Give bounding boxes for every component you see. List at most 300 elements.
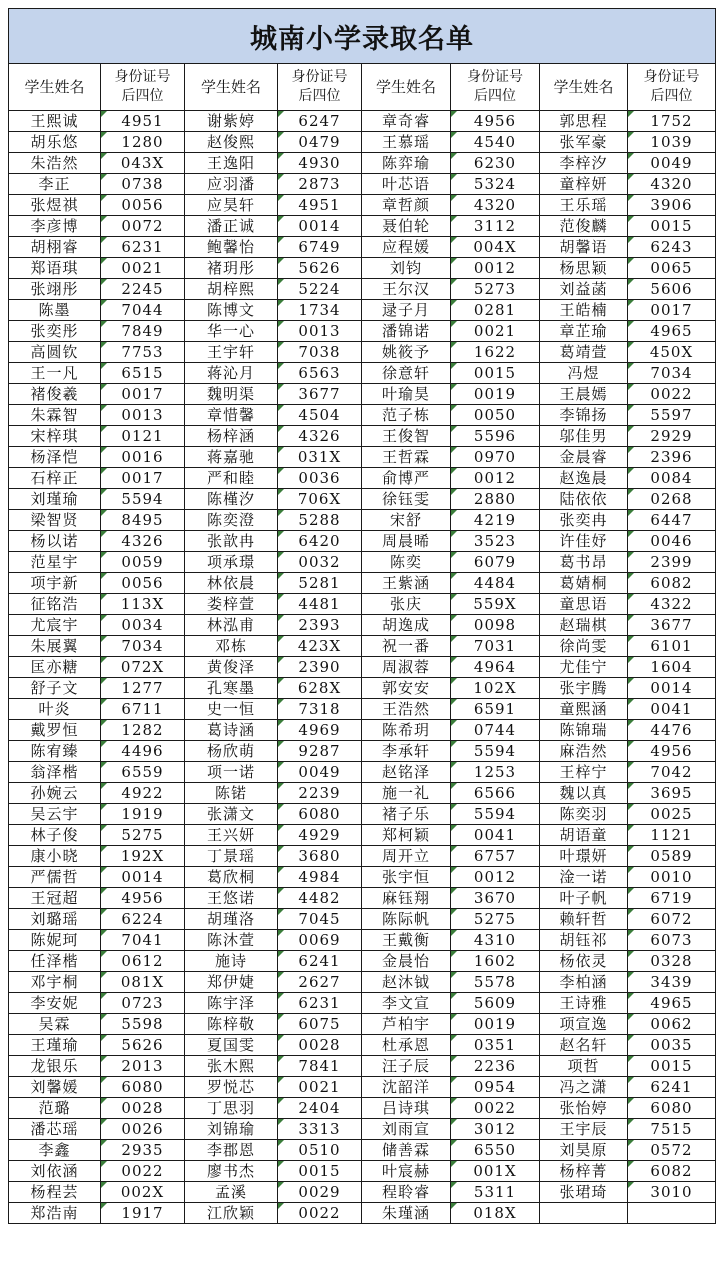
student-name-cell: 项承璟 (185, 552, 278, 573)
student-name-cell: 胡乐悠 (9, 132, 101, 153)
student-name-cell: 李锦扬 (540, 405, 628, 426)
student-name-cell: 李安妮 (9, 993, 101, 1014)
id-last4-cell: 0510 (278, 1140, 362, 1161)
id-last4-cell: 6080 (101, 1077, 185, 1098)
student-name-cell: 项宣逸 (540, 1014, 628, 1035)
student-name-cell: 胡钰祁 (540, 930, 628, 951)
id-last4-cell: 2236 (451, 1056, 540, 1077)
student-name-cell: 罗悦芯 (185, 1077, 278, 1098)
student-name-cell: 刘瑾瑜 (9, 489, 101, 510)
id-last4-cell: 4322 (628, 594, 716, 615)
id-last4-cell: 5281 (278, 573, 362, 594)
id-last4-cell: 0050 (451, 405, 540, 426)
student-name-cell: 康小晓 (9, 846, 101, 867)
id-last4-cell: 6231 (101, 237, 185, 258)
student-name-cell: 葛婧桐 (540, 573, 628, 594)
id-last4-cell: 0065 (628, 258, 716, 279)
id-last4-cell: 0049 (628, 153, 716, 174)
student-name-cell: 王熙诚 (9, 111, 101, 132)
id-last4-cell: 6719 (628, 888, 716, 909)
student-name-cell: 高圆钦 (9, 342, 101, 363)
student-name-cell: 龙银乐 (9, 1056, 101, 1077)
table-row (9, 1140, 716, 1161)
student-name-cell: 童熙涵 (540, 699, 628, 720)
student-name-cell: 朱浩然 (9, 153, 101, 174)
id-last4-cell: 004X (451, 237, 540, 258)
student-name-cell: 丁景瑶 (185, 846, 278, 867)
id-last4-cell: 6082 (628, 573, 716, 594)
id-last4-cell: 7034 (101, 636, 185, 657)
student-name-cell: 郑伊婕 (185, 972, 278, 993)
column-header-id-last4 (628, 64, 716, 111)
id-last4-cell: 0970 (451, 447, 540, 468)
id-last4-cell: 4219 (451, 510, 540, 531)
id-last4-cell: 1919 (101, 804, 185, 825)
student-name-cell: 童思语 (540, 594, 628, 615)
table-row (9, 1182, 716, 1203)
student-name-cell: 张珺琦 (540, 1182, 628, 1203)
table-row (9, 615, 716, 636)
id-last4-cell: 0084 (628, 468, 716, 489)
id-last4-cell: 3012 (451, 1119, 540, 1140)
student-name-cell: 王悠诺 (185, 888, 278, 909)
id-last4-cell: 450X (628, 342, 716, 363)
id-last4-cell: 0036 (278, 468, 362, 489)
id-last4-cell: 4326 (278, 426, 362, 447)
student-name-cell: 王瑾瑜 (9, 1035, 101, 1056)
student-name-cell: 潘正诚 (185, 216, 278, 237)
table-row (9, 909, 716, 930)
student-name-cell: 淦一诺 (540, 867, 628, 888)
column-header-id-last4 (278, 64, 362, 111)
student-name-cell: 王逸阳 (185, 153, 278, 174)
id-last4-cell: 6550 (451, 1140, 540, 1161)
table-row (9, 1119, 716, 1140)
table-row (9, 657, 716, 678)
id-last4-cell: 0015 (628, 1056, 716, 1077)
student-name-cell: 褚子乐 (362, 804, 451, 825)
id-last4-cell: 2239 (278, 783, 362, 804)
id-last4-cell: 0032 (278, 552, 362, 573)
id-last4-cell: 0612 (101, 951, 185, 972)
student-name-cell: 林依晨 (185, 573, 278, 594)
table-row (9, 405, 716, 426)
table-row (9, 237, 716, 258)
id-last4-cell: 1253 (451, 762, 540, 783)
id-last4-cell: 1121 (628, 825, 716, 846)
student-name-cell: 麻钰翔 (362, 888, 451, 909)
student-name-cell: 陈弈瑜 (362, 153, 451, 174)
student-name-cell: 王慕瑶 (362, 132, 451, 153)
id-last4-cell: 2880 (451, 489, 540, 510)
id-last4-cell: 4969 (278, 720, 362, 741)
id-last4-cell: 4540 (451, 132, 540, 153)
table-row (9, 972, 716, 993)
student-name-cell: 黄俊泽 (185, 657, 278, 678)
column-header-student-name: 学生姓名 (9, 64, 101, 111)
id-last4-cell: 3010 (628, 1182, 716, 1203)
student-name-cell: 王宇辰 (540, 1119, 628, 1140)
table-row (9, 1161, 716, 1182)
table-row (9, 552, 716, 573)
student-name-cell: 范璐 (9, 1098, 101, 1119)
id-last4-cell: 0029 (278, 1182, 362, 1203)
id-last4-cell: 0017 (101, 384, 185, 405)
id-last4-cell: 5598 (101, 1014, 185, 1035)
id-last4-cell: 2396 (628, 447, 716, 468)
id-last4-cell: 6563 (278, 363, 362, 384)
id-last4-cell: 7841 (278, 1056, 362, 1077)
id-last4-cell: 4496 (101, 741, 185, 762)
student-name-cell: 张木熙 (185, 1056, 278, 1077)
id-last4-cell: 2399 (628, 552, 716, 573)
id-last4-cell: 2245 (101, 279, 185, 300)
id-last4-cell: 6559 (101, 762, 185, 783)
student-name-cell: 张宇腾 (540, 678, 628, 699)
id-last4-cell: 5597 (628, 405, 716, 426)
student-name-cell: 陈梓敬 (185, 1014, 278, 1035)
id-last4-cell: 7041 (101, 930, 185, 951)
student-name-cell: 王俊智 (362, 426, 451, 447)
student-name-cell: 王乐瑶 (540, 195, 628, 216)
student-name-cell: 宋梓琪 (9, 426, 101, 447)
student-name-cell: 李正 (9, 174, 101, 195)
student-name-cell: 许佳妤 (540, 531, 628, 552)
student-name-cell: 严和睦 (185, 468, 278, 489)
id-last4-cell: 0268 (628, 489, 716, 510)
student-name-cell: 王紫涵 (362, 573, 451, 594)
header-line-2: 后四位 (474, 88, 516, 104)
id-last4-cell: 7031 (451, 636, 540, 657)
id-last4-cell: 3695 (628, 783, 716, 804)
id-last4-cell: 1282 (101, 720, 185, 741)
id-last4-cell: 6420 (278, 531, 362, 552)
student-name-cell: 戴罗恒 (9, 720, 101, 741)
table-row (9, 195, 716, 216)
id-last4-cell: 0012 (451, 258, 540, 279)
table-row (9, 174, 716, 195)
id-last4-cell: 4504 (278, 405, 362, 426)
id-last4-cell: 7849 (101, 321, 185, 342)
student-name-cell: 郑浩南 (9, 1203, 101, 1224)
student-name-cell: 项一诺 (185, 762, 278, 783)
student-name-cell: 严儒哲 (9, 867, 101, 888)
id-last4-cell: 0012 (451, 468, 540, 489)
id-last4-cell: 6080 (628, 1098, 716, 1119)
student-name-cell: 匡亦糖 (9, 657, 101, 678)
student-name-cell: 胡瑾洛 (185, 909, 278, 930)
id-last4-cell: 0062 (628, 1014, 716, 1035)
student-name-cell: 尤宸宇 (9, 615, 101, 636)
header-line-1: 身份证号 (467, 69, 523, 85)
id-last4-cell: 5594 (101, 489, 185, 510)
student-name-cell: 李郡恩 (185, 1140, 278, 1161)
student-name-cell: 金晨睿 (540, 447, 628, 468)
student-name-cell: 陈奕羽 (540, 804, 628, 825)
student-name-cell: 王冠超 (9, 888, 101, 909)
student-name-cell: 王宇轩 (185, 342, 278, 363)
student-name-cell: 刘钧 (362, 258, 451, 279)
student-name-cell (540, 1203, 628, 1224)
student-name-cell: 范星宇 (9, 552, 101, 573)
student-name-cell: 谢紫婷 (185, 111, 278, 132)
student-name-cell: 孟溪 (185, 1182, 278, 1203)
student-name-cell: 褚玥彤 (185, 258, 278, 279)
table-row (9, 489, 716, 510)
id-last4-cell: 0028 (278, 1035, 362, 1056)
student-name-cell: 邬佳男 (540, 426, 628, 447)
id-last4-cell: 5311 (451, 1182, 540, 1203)
student-name-cell: 任泽楷 (9, 951, 101, 972)
student-name-cell: 叶炎 (9, 699, 101, 720)
id-last4-cell: 5275 (101, 825, 185, 846)
student-name-cell: 张奕彤 (9, 321, 101, 342)
id-last4-cell: 2404 (278, 1098, 362, 1119)
student-name-cell: 丁思羽 (185, 1098, 278, 1119)
table-row (9, 342, 716, 363)
table-row (9, 678, 716, 699)
id-last4-cell: 3523 (451, 531, 540, 552)
id-last4-cell: 2935 (101, 1140, 185, 1161)
student-name-cell: 姚筱予 (362, 342, 451, 363)
student-name-cell: 范子栋 (362, 405, 451, 426)
id-last4-cell: 7042 (628, 762, 716, 783)
student-name-cell: 娄梓萱 (185, 594, 278, 615)
header-line-1: 身份证号 (643, 69, 700, 85)
student-name-cell: 胡梓熙 (185, 279, 278, 300)
table-row (9, 426, 716, 447)
id-last4-cell: 5594 (451, 804, 540, 825)
student-name-cell: 李梓汐 (540, 153, 628, 174)
table-row (9, 636, 716, 657)
table-row (9, 867, 716, 888)
id-last4-cell: 4929 (278, 825, 362, 846)
id-last4-cell: 9287 (278, 741, 362, 762)
table-row (9, 699, 716, 720)
id-last4-cell: 6082 (628, 1161, 716, 1182)
id-last4-cell: 3439 (628, 972, 716, 993)
student-name-cell: 朱展翼 (9, 636, 101, 657)
student-name-cell: 储善霖 (362, 1140, 451, 1161)
student-name-cell: 鲍馨怡 (185, 237, 278, 258)
id-last4-cell: 1604 (628, 657, 716, 678)
header-line-2: 后四位 (650, 88, 693, 104)
id-last4-cell: 7038 (278, 342, 362, 363)
id-last4-cell: 6241 (628, 1077, 716, 1098)
student-name-cell: 廖书杰 (185, 1161, 278, 1182)
id-last4-cell: 2013 (101, 1056, 185, 1077)
id-last4-cell: 2929 (628, 426, 716, 447)
id-last4-cell: 0035 (628, 1035, 716, 1056)
student-name-cell: 胡栩睿 (9, 237, 101, 258)
id-last4-cell: 1277 (101, 678, 185, 699)
id-last4-cell: 0013 (101, 405, 185, 426)
student-name-cell: 杨以诺 (9, 531, 101, 552)
id-last4-cell: 0744 (451, 720, 540, 741)
student-name-cell: 叶璟妍 (540, 846, 628, 867)
table-row (9, 741, 716, 762)
student-name-cell: 蒋嘉驰 (185, 447, 278, 468)
student-name-cell: 章芷瑜 (540, 321, 628, 342)
student-name-cell: 张奕冉 (540, 510, 628, 531)
id-last4-cell: 2393 (278, 615, 362, 636)
id-last4-cell: 0046 (628, 531, 716, 552)
id-last4-cell: 6075 (278, 1014, 362, 1035)
student-name-cell: 杨思颖 (540, 258, 628, 279)
id-last4-cell: 0014 (628, 678, 716, 699)
student-name-cell: 王诗雅 (540, 993, 628, 1014)
table-row (9, 510, 716, 531)
id-last4-cell: 6072 (628, 909, 716, 930)
id-last4-cell: 1622 (451, 342, 540, 363)
id-last4-cell: 102X (451, 678, 540, 699)
id-last4-cell: 0028 (101, 1098, 185, 1119)
student-name-cell: 陈奕 (362, 552, 451, 573)
id-last4-cell: 3313 (278, 1119, 362, 1140)
student-name-cell: 石梓正 (9, 468, 101, 489)
header-line-1: 身份证号 (114, 69, 171, 85)
id-last4-cell: 3112 (451, 216, 540, 237)
id-last4-cell: 6241 (278, 951, 362, 972)
student-name-cell: 王浩然 (362, 699, 451, 720)
student-name-cell: 葛书昂 (540, 552, 628, 573)
table-row (9, 720, 716, 741)
id-last4-cell: 4965 (628, 321, 716, 342)
id-last4-cell: 4930 (278, 153, 362, 174)
admission-table (8, 8, 716, 1224)
id-last4-cell: 2873 (278, 174, 362, 195)
student-name-cell: 郭思程 (540, 111, 628, 132)
id-last4-cell: 559X (451, 594, 540, 615)
column-header-student-name: 学生姓名 (185, 64, 278, 111)
id-last4-cell: 1752 (628, 111, 716, 132)
id-last4-cell: 7515 (628, 1119, 716, 1140)
id-last4-cell: 0019 (451, 1014, 540, 1035)
id-last4-cell: 5609 (451, 993, 540, 1014)
table-row (9, 930, 716, 951)
student-name-cell: 赖轩哲 (540, 909, 628, 930)
header-line-1: 身份证号 (291, 69, 348, 85)
student-name-cell: 逯子月 (362, 300, 451, 321)
id-last4-cell: 6247 (278, 111, 362, 132)
id-last4-cell: 0014 (101, 867, 185, 888)
student-name-cell: 杜承恩 (362, 1035, 451, 1056)
student-name-cell: 郭安安 (362, 678, 451, 699)
id-last4-cell: 2627 (278, 972, 362, 993)
student-name-cell: 俞博严 (362, 468, 451, 489)
id-last4-cell: 0572 (628, 1140, 716, 1161)
id-last4-cell: 0328 (628, 951, 716, 972)
id-last4-cell: 4956 (628, 741, 716, 762)
id-last4-cell: 5288 (278, 510, 362, 531)
id-last4-cell: 0017 (101, 468, 185, 489)
id-last4-cell: 6447 (628, 510, 716, 531)
student-name-cell: 徐钰雯 (362, 489, 451, 510)
student-name-cell: 吴云宇 (9, 804, 101, 825)
student-name-cell: 李鑫 (9, 1140, 101, 1161)
student-name-cell: 陈锦瑞 (540, 720, 628, 741)
table-row (9, 783, 716, 804)
id-last4-cell: 5324 (451, 174, 540, 195)
student-name-cell: 史一恒 (185, 699, 278, 720)
student-name-cell: 张煜祺 (9, 195, 101, 216)
student-name-cell: 芦柏宇 (362, 1014, 451, 1035)
student-name-cell: 李柏涵 (540, 972, 628, 993)
id-last4-cell: 1917 (101, 1203, 185, 1224)
id-last4-cell: 0022 (278, 1203, 362, 1224)
id-last4-cell: 706X (278, 489, 362, 510)
id-last4-cell: 6073 (628, 930, 716, 951)
table-row (9, 300, 716, 321)
id-last4-cell: 0017 (628, 300, 716, 321)
id-last4-cell: 4951 (278, 195, 362, 216)
student-name-cell: 陈沐萱 (185, 930, 278, 951)
student-name-cell: 潘锦诺 (362, 321, 451, 342)
id-last4-cell: 0056 (101, 195, 185, 216)
id-last4-cell: 628X (278, 678, 362, 699)
student-name-cell: 项哲 (540, 1056, 628, 1077)
student-name-cell: 郑柯颖 (362, 825, 451, 846)
student-name-cell: 江欣颖 (185, 1203, 278, 1224)
student-name-cell: 胡逸成 (362, 615, 451, 636)
student-name-cell: 沈韶洋 (362, 1077, 451, 1098)
student-name-cell: 周淑蓉 (362, 657, 451, 678)
id-last4-cell: 0019 (451, 384, 540, 405)
student-name-cell: 程聆睿 (362, 1182, 451, 1203)
id-last4-cell: 5275 (451, 909, 540, 930)
table-row (9, 531, 716, 552)
id-last4-cell: 6224 (101, 909, 185, 930)
student-name-cell: 王梓宁 (540, 762, 628, 783)
student-name-cell: 张庆 (362, 594, 451, 615)
id-last4-cell: 0021 (451, 321, 540, 342)
id-last4-cell: 7045 (278, 909, 362, 930)
student-name-cell: 魏以真 (540, 783, 628, 804)
id-last4-cell: 0021 (101, 258, 185, 279)
student-name-cell: 胡馨语 (540, 237, 628, 258)
student-name-cell: 孔寒墨 (185, 678, 278, 699)
id-last4-cell: 4956 (451, 111, 540, 132)
id-last4-cell: 7034 (628, 363, 716, 384)
table-row (9, 363, 716, 384)
table-row (9, 1014, 716, 1035)
student-name-cell: 潘芯瑶 (9, 1119, 101, 1140)
student-name-cell: 王兴妍 (185, 825, 278, 846)
id-last4-cell: 4482 (278, 888, 362, 909)
table-row (9, 111, 716, 132)
student-name-cell: 李文宣 (362, 993, 451, 1014)
student-name-cell: 魏明渠 (185, 384, 278, 405)
student-name-cell: 朱霖智 (9, 405, 101, 426)
student-name-cell: 祝一番 (362, 636, 451, 657)
id-last4-cell: 4965 (628, 993, 716, 1014)
id-last4-cell: 0022 (101, 1161, 185, 1182)
id-last4-cell: 0022 (451, 1098, 540, 1119)
student-name-cell: 葛诗涵 (185, 720, 278, 741)
student-name-cell: 张军豪 (540, 132, 628, 153)
table-row (9, 762, 716, 783)
column-header-student-name: 学生姓名 (540, 64, 628, 111)
id-last4-cell: 192X (101, 846, 185, 867)
id-last4-cell: 5578 (451, 972, 540, 993)
student-name-cell: 张潇文 (185, 804, 278, 825)
id-last4-cell: 4481 (278, 594, 362, 615)
id-last4-cell: 6749 (278, 237, 362, 258)
id-last4-cell: 6101 (628, 636, 716, 657)
student-name-cell: 胡语童 (540, 825, 628, 846)
student-name-cell: 林泓甫 (185, 615, 278, 636)
student-name-cell: 范俊麟 (540, 216, 628, 237)
